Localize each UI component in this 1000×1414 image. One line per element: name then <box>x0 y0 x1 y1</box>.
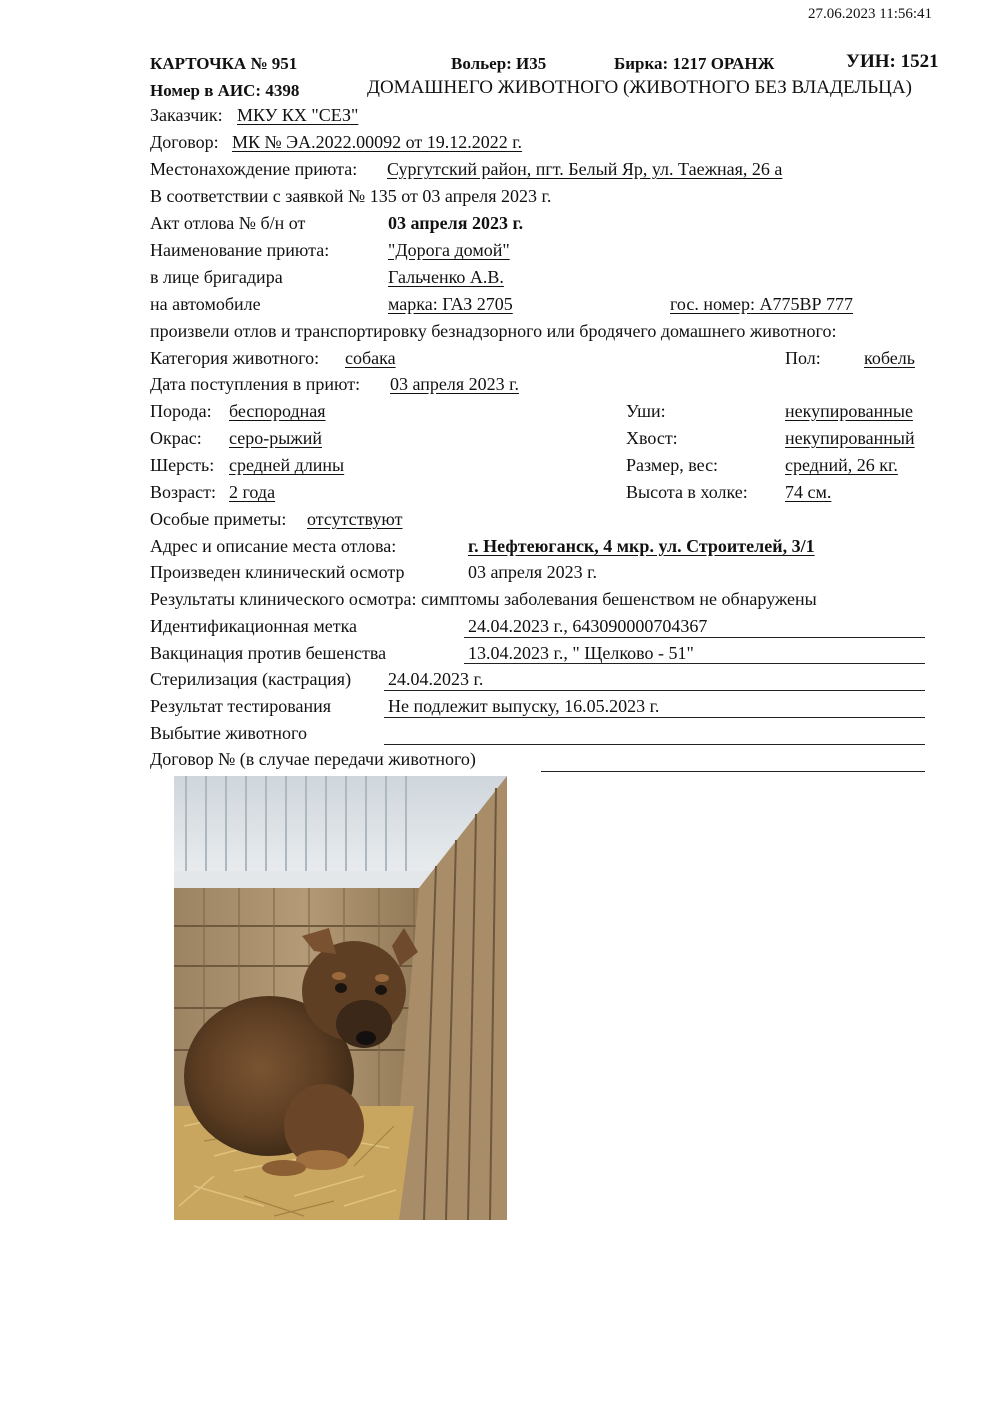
customer-value: МКУ КХ "СЕЗ" <box>237 105 359 125</box>
ais-number: Номер в АИС: 4398 <box>150 81 300 100</box>
id-tag-underline <box>464 637 925 638</box>
document-title: ДОМАШНЕГО ЖИВОТНОГО (ЖИВОТНОГО БЕЗ ВЛАДЕЛЬЦА) <box>367 77 912 98</box>
coat-label: Шерсть: <box>150 455 215 475</box>
sex-value: кобель <box>864 348 915 368</box>
category-label: Категория животного: <box>150 348 320 368</box>
vaccination-value: 13.04.2023 г., " Щелково - 51" <box>468 643 694 663</box>
exam-date: 03 апреля 2023 г. <box>468 562 597 582</box>
id-tag-label: Идентификационная метка <box>150 616 358 636</box>
enclosure: Вольер: И35 <box>451 54 547 73</box>
contract-value: МК № ЭА.2022.00092 от 19.12.2022 г. <box>232 132 523 152</box>
sterilization-label: Стерилизация (кастрация) <box>150 669 352 689</box>
age-label: Возраст: <box>150 482 216 502</box>
testing-underline <box>384 717 925 718</box>
statement: произвели отлов и транспортировку безнадзорного или бродячего домашнего животного: <box>150 321 837 341</box>
size-label: Размер, вес: <box>626 455 719 475</box>
capture-act-label: Акт отлова № б/н от <box>150 213 306 233</box>
capture-address-value: г. Нефтеюганск, 4 мкр. ул. Строителей, 3/1 <box>468 536 815 556</box>
exam-label: Произведен клинический осмотр <box>150 562 405 582</box>
color-label: Окрас: <box>150 428 202 448</box>
arrival-value: 03 апреля 2023 г. <box>390 374 519 394</box>
height-label: Высота в холке: <box>626 482 748 502</box>
card-number: КАРТОЧКА № 951 <box>150 54 298 73</box>
testing-value: Не подлежит выпуску, 16.05.2023 г. <box>388 696 660 716</box>
customer-label: Заказчик: <box>150 105 223 125</box>
capture-act-date: 03 апреля 2023 г. <box>388 213 524 233</box>
category-value: собака <box>345 348 396 368</box>
tail-label: Хвост: <box>626 428 678 448</box>
breed-value: беспородная <box>229 401 326 421</box>
coat-value: средней длины <box>229 455 345 475</box>
vehicle-label: на автомобиле <box>150 294 261 314</box>
testing-label: Результат тестирования <box>150 696 331 716</box>
contract-label: Договор: <box>150 132 219 152</box>
foreman-label: в лице бригадира <box>150 267 283 287</box>
size-value: средний, 26 кг. <box>785 455 898 475</box>
vaccination-label: Вакцинация против бешенства <box>150 643 387 663</box>
vehicle-model: марка: ГАЗ 2705 <box>388 294 513 314</box>
transfer-contract-label: Договор № (в случае передачи животного) <box>150 749 476 769</box>
color-value: серо-рыжий <box>229 428 322 448</box>
shelter-name-label: Наименование приюта: <box>150 240 330 260</box>
shelter-location-label: Местонахождение приюта: <box>150 159 358 179</box>
sex-label: Пол: <box>785 348 821 368</box>
marks-value: отсутствуют <box>307 509 403 529</box>
marks-label: Особые приметы: <box>150 509 287 529</box>
ears-label: Уши: <box>626 401 666 421</box>
request-line: В соответствии с заявкой № 135 от 03 апреля 2023 г. <box>150 186 552 206</box>
breed-label: Порода: <box>150 401 212 421</box>
tail-value: некупированный <box>785 428 915 448</box>
transfer-contract-underline <box>541 771 925 772</box>
height-value: 74 см. <box>785 482 832 502</box>
id-tag-value: 24.04.2023 г., 643090000704367 <box>468 616 708 636</box>
uin: УИН: 1521 <box>846 51 939 72</box>
sterilization-value: 24.04.2023 г. <box>388 669 484 689</box>
departure-label: Выбытие животного <box>150 723 307 743</box>
departure-underline <box>384 744 925 745</box>
sterilization-underline <box>384 690 925 691</box>
foreman-value: Гальченко А.В. <box>388 267 504 287</box>
dog-photo <box>174 776 507 1220</box>
shelter-location-value: Сургутский район, пгт. Белый Яр, ул. Таежная, 26 а <box>387 159 783 179</box>
capture-address-label: Адрес и описание места отлова: <box>150 536 397 556</box>
exam-result: Результаты клинического осмотра: симптомы заболевания бешенством не обнаружены <box>150 589 817 609</box>
tag-number: Бирка: 1217 ОРАНЖ <box>614 54 775 73</box>
age-value: 2 года <box>229 482 276 502</box>
print-timestamp: 27.06.2023 11:56:41 <box>808 6 933 22</box>
ears-value: некупированные <box>785 401 913 421</box>
shelter-name-value: "Дорога домой" <box>388 240 510 260</box>
vaccination-underline <box>464 663 925 664</box>
vehicle-plate: гос. номер: А775ВР 777 <box>670 294 854 314</box>
arrival-label: Дата поступления в приют: <box>150 374 361 394</box>
